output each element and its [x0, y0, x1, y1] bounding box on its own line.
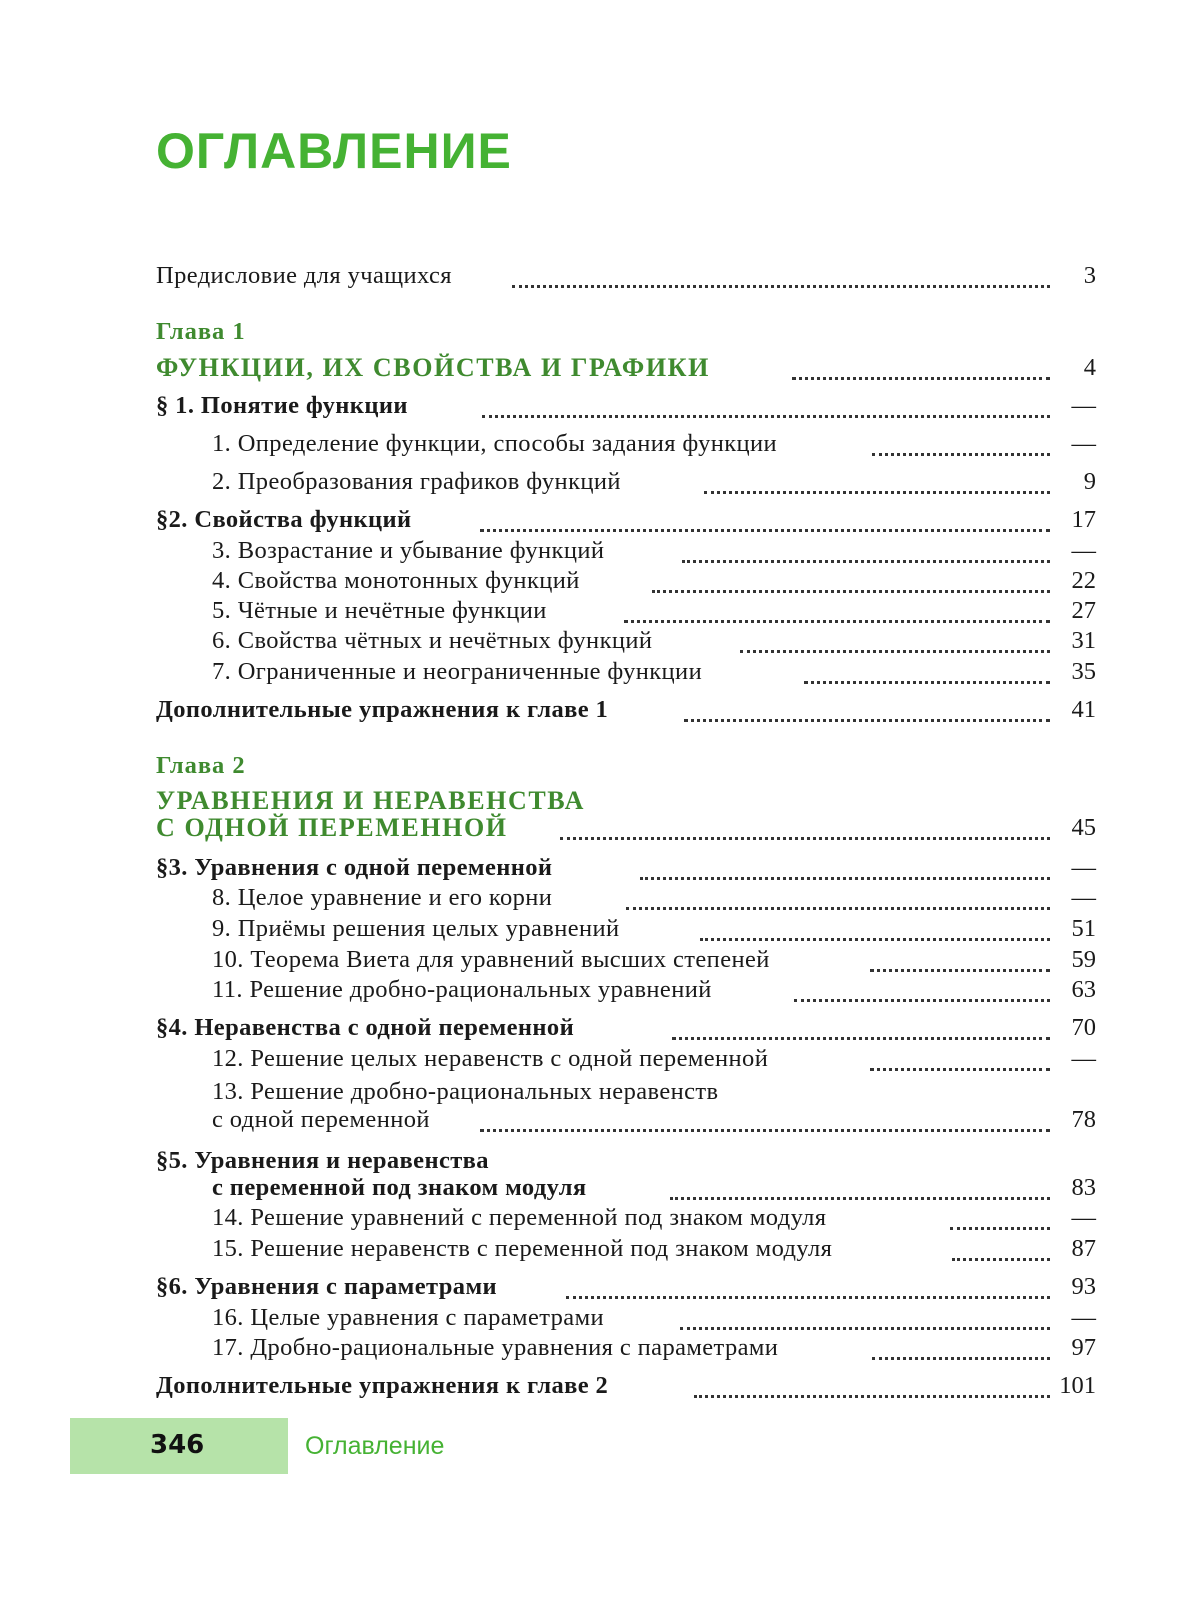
toc-page-number: —	[1071, 1304, 1096, 1331]
toc-entry-item-14[interactable]	[0, 1204, 1200, 1236]
toc-page-number: 27	[1071, 597, 1096, 624]
dot-leader	[652, 578, 1050, 593]
dot-leader	[482, 403, 1050, 418]
toc-page-number: 35	[1071, 658, 1096, 685]
toc-page-number: —	[1071, 854, 1096, 881]
item-label: 3. Возрастание и убывание функций	[212, 537, 605, 564]
toc-entry-section-5[interactable]	[0, 1174, 1200, 1206]
toc-page-number: 101	[1059, 1372, 1096, 1399]
toc-entry-item-16[interactable]	[0, 1304, 1200, 1336]
section-label: § 1. Понятие функции	[156, 392, 408, 419]
toc-entry-preface[interactable]	[0, 262, 1200, 294]
chapter-label: Глава 1	[156, 318, 246, 345]
chapter-title-line-2: С ОДНОЙ ПЕРЕМЕННОЙ	[156, 813, 508, 842]
dot-leader	[560, 825, 1050, 840]
toc-entry-item-4[interactable]	[0, 567, 1200, 599]
dot-leader	[872, 1345, 1050, 1360]
toc-page-number: —	[1071, 1204, 1096, 1231]
item-label: 4. Свойства монотонных функций	[212, 567, 580, 594]
chapter-title: ФУНКЦИИ, ИХ СВОЙСТВА И ГРАФИКИ	[156, 353, 710, 382]
dot-leader	[680, 1315, 1050, 1330]
dot-leader	[566, 1284, 1050, 1299]
dot-leader	[682, 548, 1050, 563]
toc-page-number: 97	[1071, 1334, 1096, 1361]
item-label: 15. Решение неравенств с переменной под знаком модуля	[212, 1235, 833, 1262]
dot-leader	[704, 479, 1050, 494]
toc-entry-item-6[interactable]	[0, 627, 1200, 659]
toc-page-number: 31	[1071, 627, 1096, 654]
toc-page-number: —	[1071, 1045, 1096, 1072]
toc-entry-item-12[interactable]	[0, 1045, 1200, 1077]
section-label: §2. Свойства функций	[156, 506, 412, 533]
item-label: 2. Преобразования графиков функций	[212, 468, 621, 495]
toc-page-number: 9	[1083, 468, 1096, 495]
toc-page-number: 63	[1071, 976, 1096, 1003]
toc-page-number: 78	[1071, 1106, 1096, 1133]
toc-page-number: —	[1071, 392, 1096, 419]
item-label-line-2: с одной переменной	[212, 1106, 430, 1133]
item-label: 9. Приёмы решения целых уравнений	[212, 915, 620, 942]
toc-entry-label: Предисловие для учащихся	[156, 262, 452, 289]
item-label: 5. Чётные и нечётные функции	[212, 597, 547, 624]
toc-page-number: 41	[1071, 696, 1096, 723]
toc-entry-section-3[interactable]	[0, 854, 1200, 886]
dot-leader	[672, 1025, 1050, 1040]
toc-entry-section-1[interactable]	[0, 392, 1200, 424]
item-label-line-1: 13. Решение дробно-рациональных неравенств	[212, 1078, 719, 1105]
toc-entry-item-11[interactable]	[0, 976, 1200, 1008]
toc-entry-item-10[interactable]	[0, 946, 1200, 978]
toc-page-number: —	[1071, 884, 1096, 911]
chapter-title-line-1: УРАВНЕНИЯ И НЕРАВЕНСТВА	[156, 786, 585, 815]
toc-page-number: 3	[1083, 262, 1096, 289]
item-label: 16. Целые уравнения с параметрами	[212, 1304, 604, 1331]
toc-entry-item-17[interactable]	[0, 1334, 1200, 1366]
dot-leader	[872, 441, 1050, 456]
toc-entry-section-2[interactable]	[0, 506, 1200, 538]
toc-page-number: —	[1071, 537, 1096, 564]
item-label: 6. Свойства чётных и нечётных функций	[212, 627, 653, 654]
toc-page-number: 70	[1071, 1014, 1096, 1041]
toc-entry-item-7[interactable]	[0, 658, 1200, 690]
dot-leader	[804, 669, 1050, 684]
item-label: 17. Дробно-рациональные уравнения с параметрами	[212, 1334, 779, 1361]
dot-leader	[480, 517, 1050, 532]
section-label: §4. Неравенства с одной переменной	[156, 1014, 575, 1041]
toc-entry-item-2[interactable]	[0, 468, 1200, 500]
item-label: 8. Целое уравнение и его корни	[212, 884, 553, 911]
dot-leader	[870, 1056, 1050, 1071]
toc-entry-item-5[interactable]	[0, 597, 1200, 629]
toc-page-number: 51	[1071, 915, 1096, 942]
toc-page-number: 45	[1071, 814, 1096, 841]
toc-entry-section-4[interactable]	[0, 1014, 1200, 1046]
dot-leader	[640, 865, 1050, 880]
dot-leader	[950, 1215, 1050, 1230]
footer-section-title: Оглавление	[305, 1432, 445, 1460]
dot-leader	[684, 707, 1050, 722]
toc-page-number: 4	[1083, 354, 1096, 381]
toc-entry-item-13[interactable]	[0, 1106, 1200, 1138]
toc-page-number: 87	[1071, 1235, 1096, 1262]
toc-entry-chapter-2[interactable]	[0, 814, 1200, 846]
toc-entry-item-9[interactable]	[0, 915, 1200, 947]
item-label: 12. Решение целых неравенств с одной переменной	[212, 1045, 769, 1072]
toc-entry-item-15[interactable]	[0, 1235, 1200, 1267]
dot-leader	[794, 987, 1050, 1002]
toc-entry-item-3[interactable]	[0, 537, 1200, 569]
page-title: ОГЛАВЛЕНИЕ	[156, 123, 512, 179]
dot-leader	[870, 957, 1050, 972]
item-label: 7. Ограниченные и неограниченные функции	[212, 658, 703, 685]
toc-page-number: 83	[1071, 1174, 1096, 1201]
section-label: §6. Уравнения с параметрами	[156, 1273, 498, 1300]
toc-page-number: —	[1071, 430, 1096, 457]
dot-leader	[480, 1117, 1050, 1132]
toc-entry-chapter-1[interactable]	[0, 354, 1200, 386]
section-label: §3. Уравнения с одной переменной	[156, 854, 553, 881]
dot-leader	[512, 273, 1050, 288]
section-label-line-2: с переменной под знаком модуля	[212, 1174, 587, 1201]
toc-page-number: 93	[1071, 1273, 1096, 1300]
item-label: 10. Теорема Виета для уравнений высших степеней	[212, 946, 770, 973]
chapter-label: Глава 2	[156, 752, 246, 779]
toc-entry-extra-2[interactable]	[0, 1372, 1200, 1404]
dot-leader	[740, 638, 1050, 653]
extra-exercises-label: Дополнительные упражнения к главе 2	[156, 1372, 609, 1399]
toc-entry-section-6[interactable]	[0, 1273, 1200, 1305]
toc-entry-item-1[interactable]	[0, 430, 1200, 462]
extra-exercises-label: Дополнительные упражнения к главе 1	[156, 696, 609, 723]
toc-page-number: 17	[1071, 506, 1096, 533]
item-label: 14. Решение уравнений с переменной под знаком модуля	[212, 1204, 827, 1231]
dot-leader	[700, 926, 1050, 941]
footer-page-number: 346	[150, 1430, 205, 1460]
item-label: 11. Решение дробно-рациональных уравнений	[212, 976, 712, 1003]
toc-page-number: 22	[1071, 567, 1096, 594]
toc-entry-extra-1[interactable]	[0, 696, 1200, 728]
dot-leader	[624, 608, 1050, 623]
toc-entry-item-8[interactable]	[0, 884, 1200, 916]
dot-leader	[626, 895, 1050, 910]
item-label: 1. Определение функции, способы задания функции	[212, 430, 778, 457]
dot-leader	[670, 1185, 1050, 1200]
dot-leader	[792, 365, 1050, 380]
toc-page-number: 59	[1071, 946, 1096, 973]
dot-leader	[694, 1383, 1050, 1398]
section-label-line-1: §5. Уравнения и неравенства	[156, 1147, 489, 1174]
